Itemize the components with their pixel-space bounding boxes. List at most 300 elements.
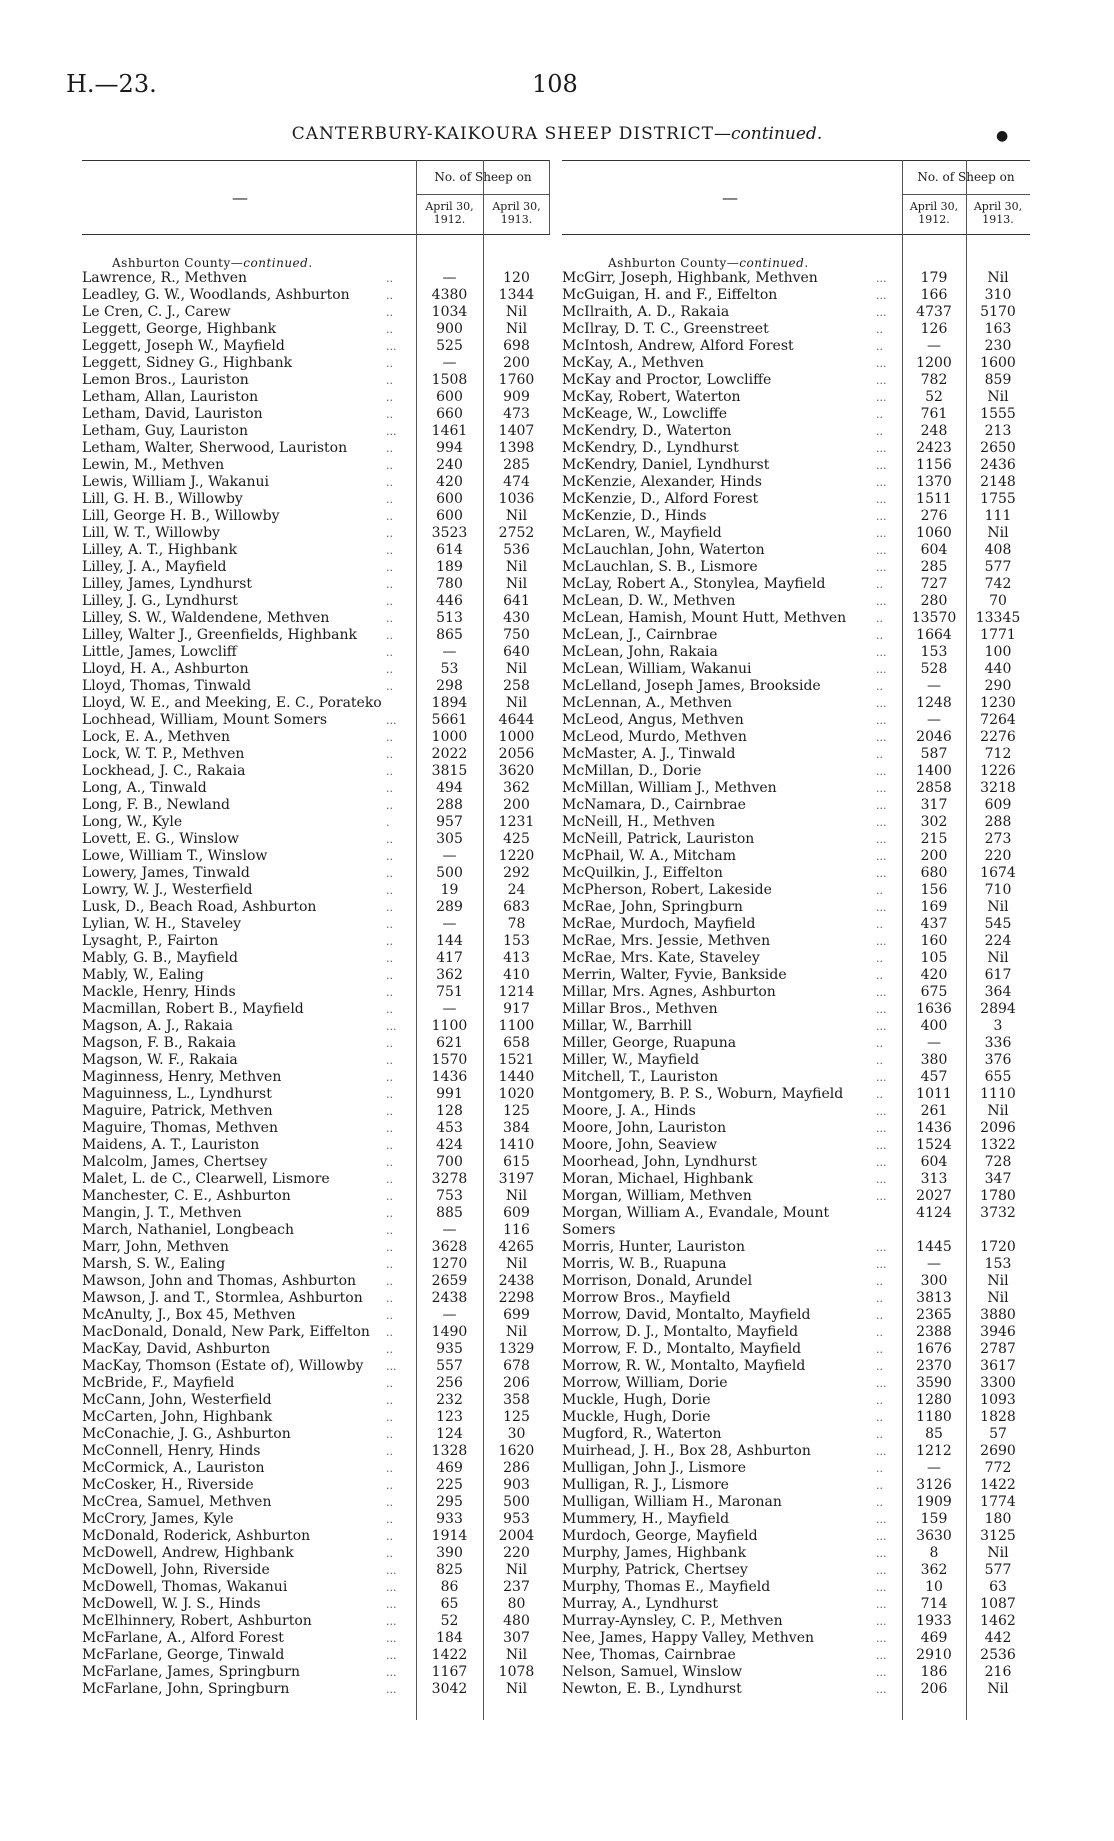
- table-row: [82, 1120, 550, 1137]
- sheep-1913: 1462: [980, 1613, 1016, 1629]
- sheep-1913: 609: [984, 797, 1012, 813]
- sheep-1912: 215: [920, 831, 948, 847]
- leader-dots: ..: [386, 578, 393, 591]
- leader-dots: ..: [386, 272, 393, 285]
- leader-dots: ..: [386, 1530, 393, 1543]
- sheep-1912: 469: [920, 1630, 948, 1646]
- sheep-1912: 417: [436, 950, 463, 966]
- owner-name: McRae, Murdoch, Mayfield: [562, 916, 756, 932]
- sheep-1912: 513: [436, 610, 463, 626]
- owner-name: Lilley, J. G., Lyndhurst: [82, 593, 238, 609]
- table-row: [562, 644, 1030, 661]
- sheep-1912: 885: [436, 1205, 463, 1221]
- paper-reference: H.—23.: [66, 70, 157, 98]
- owner-name: Moore, John, Lauriston: [562, 1120, 727, 1136]
- table-row: [82, 627, 550, 644]
- sheep-1913: 1780: [980, 1188, 1016, 1204]
- leader-dots: ..: [386, 833, 393, 846]
- owner-name: McLeod, Murdo, Methven: [562, 729, 747, 745]
- table-row: [562, 1477, 1030, 1494]
- leader-dots: ...: [876, 765, 887, 778]
- owner-name: McLauchlan, John, Waterton: [562, 542, 765, 558]
- owner-name: Letham, Walter, Sherwood, Lauriston: [82, 440, 348, 456]
- district-title: CANTERBURY-KAIKOURA SHEEP DISTRICT: [291, 124, 714, 144]
- sheep-1912: 10: [925, 1579, 943, 1595]
- leader-dots: ..: [386, 1156, 393, 1169]
- owner-name: Murray-Aynsley, C. P., Methven: [562, 1613, 783, 1629]
- sheep-1913: Nil: [505, 508, 528, 524]
- owner-name: McKendry, D., Lyndhurst: [562, 440, 739, 456]
- owner-name: McLean, D. W., Methven: [562, 593, 736, 609]
- sheep-1912: 587: [920, 746, 948, 762]
- table-row: [82, 1358, 550, 1375]
- leader-dots: ...: [386, 1564, 397, 1577]
- leader-dots: ..: [386, 646, 393, 659]
- owner-name: Lill, W. T., Willowby: [82, 525, 220, 541]
- owner-name: Le Cren, C. J., Carew: [82, 304, 231, 320]
- owner-name: McKay, A., Methven: [562, 355, 704, 371]
- table-row: [562, 559, 1030, 576]
- sheep-1912: —: [442, 848, 457, 864]
- leader-dots: ..: [386, 1547, 393, 1560]
- sheep-count-group-header: No. of Sheep on: [434, 170, 532, 184]
- leader-dots: ...: [876, 986, 887, 999]
- sheep-1913: 615: [503, 1154, 530, 1170]
- leader-dots: ...: [876, 306, 887, 319]
- sheep-1912: —: [927, 678, 941, 694]
- sheep-1912: 1060: [916, 525, 952, 541]
- table-row: [562, 797, 1030, 814]
- table-row: [562, 1086, 1030, 1103]
- sheep-1912: 2659: [431, 1273, 468, 1289]
- owner-name: Lilley, James, Lyndhurst: [82, 576, 253, 592]
- owner-name: Millar, W., Barrhill: [562, 1018, 692, 1034]
- leader-dots: ...: [876, 646, 887, 659]
- owner-name: McKeage, W., Lowcliffe: [562, 406, 728, 422]
- owner-name: Lloyd, Thomas, Tinwald: [82, 678, 252, 694]
- table-row: [82, 746, 550, 763]
- sheep-1913: 116: [503, 1222, 530, 1238]
- sheep-1913: 641: [503, 593, 530, 609]
- owner-name: McDowell, Andrew, Highbank: [82, 1545, 294, 1561]
- leader-dots: ...: [386, 1581, 397, 1594]
- owner-name: McDonald, Roderick, Ashburton: [82, 1528, 311, 1544]
- leader-dots: ..: [386, 442, 393, 455]
- table-row: [562, 1647, 1030, 1664]
- table-row: [562, 1154, 1030, 1171]
- sheep-1912: 2910: [916, 1647, 952, 1663]
- sheep-1912: 305: [436, 831, 463, 847]
- table-row: [82, 831, 550, 848]
- table-row: [82, 1052, 550, 1069]
- owner-name: Lill, George H. B., Willowby: [82, 508, 280, 524]
- sheep-1912: —: [927, 1256, 941, 1272]
- owner-name: Maguire, Thomas, Methven: [82, 1120, 278, 1136]
- owner-name: Magson, F. B., Rakaia: [82, 1035, 237, 1051]
- table-row: [82, 644, 550, 661]
- sheep-1913: Nil: [987, 389, 1009, 405]
- leader-dots: ..: [386, 306, 393, 319]
- sheep-1913: Nil: [987, 1545, 1009, 1561]
- sheep-1912: 1212: [916, 1443, 952, 1459]
- leader-dots: ...: [876, 714, 887, 727]
- owner-name: McCann, John, Westerfield: [82, 1392, 272, 1408]
- leader-dots: ...: [876, 799, 887, 812]
- table-row: [562, 1681, 1030, 1698]
- sheep-1912: 128: [436, 1103, 463, 1119]
- sheep-1913: 698: [503, 338, 530, 354]
- sheep-1912: 1524: [916, 1137, 952, 1153]
- leader-dots: ..: [386, 1003, 393, 1016]
- sheep-1913: Nil: [987, 1290, 1009, 1306]
- sheep-1912: 166: [920, 287, 948, 303]
- sheep-1913: 1600: [980, 355, 1016, 371]
- owner-name: Leggett, Sidney G., Highbank: [82, 355, 293, 371]
- leader-dots: ..: [386, 1326, 393, 1339]
- owner-name: McFarlane, A., Alford Forest: [82, 1630, 284, 1646]
- sheep-1913: Nil: [987, 1681, 1009, 1697]
- table-row: [82, 1154, 550, 1171]
- sheep-1912: 2027: [916, 1188, 952, 1204]
- sheep-1913: 153: [984, 1256, 1012, 1272]
- page-number: 108: [532, 70, 578, 98]
- owner-name: McGirr, Joseph, Highbank, Methven: [562, 270, 818, 286]
- header-bottom-rule: [562, 234, 1030, 235]
- owner-name: Morrow, William, Dorie: [562, 1375, 728, 1391]
- sheep-1912: 1676: [916, 1341, 952, 1357]
- table-row: [82, 1256, 550, 1273]
- sheep-1913: 658: [503, 1035, 530, 1051]
- owner-name: Mummery, H., Mayfield: [562, 1511, 730, 1527]
- sheep-1913: 224: [984, 933, 1012, 949]
- sheep-1912: 557: [436, 1358, 463, 1374]
- leader-dots: ..: [386, 782, 393, 795]
- leader-dots: ..: [386, 1411, 393, 1424]
- sheep-1912: 494: [436, 780, 463, 796]
- sheep-1913: 2056: [498, 746, 535, 762]
- sheep-1912: 3628: [431, 1239, 468, 1255]
- leader-dots: ..: [876, 680, 883, 693]
- table-row: [82, 695, 550, 712]
- leader-dots: ...: [876, 357, 887, 370]
- table-row: [82, 1579, 550, 1596]
- left-table: [82, 160, 550, 1720]
- sheep-1912: 714: [920, 1596, 948, 1612]
- leader-dots: ..: [876, 1309, 883, 1322]
- sheep-1913: 1036: [498, 491, 535, 507]
- owner-name: McNeill, H., Methven: [562, 814, 716, 830]
- sheep-1912: 1436: [916, 1120, 952, 1136]
- table-row: [82, 1171, 550, 1188]
- owner-name: Leadley, G. W., Woodlands, Ashburton: [82, 287, 350, 303]
- column-header-1913: April 30, 1913.: [973, 200, 1023, 226]
- sheep-1913: 3218: [980, 780, 1016, 796]
- leader-dots: ...: [386, 1020, 397, 1033]
- sheep-1913: 430: [503, 610, 530, 626]
- owner-name: Lewin, M., Methven: [82, 457, 225, 473]
- sheep-1913: 1674: [980, 865, 1016, 881]
- sheep-1912: 1445: [916, 1239, 952, 1255]
- column-header-1912: April 30, 1912.: [909, 200, 959, 226]
- owner-name: McLelland, Joseph James, Brookside: [562, 678, 821, 694]
- leader-dots: ...: [386, 1683, 397, 1696]
- owner-name: McCrory, James, Kyle: [82, 1511, 234, 1527]
- table-row: [562, 882, 1030, 899]
- leader-dots: ...: [876, 1173, 887, 1186]
- sheep-1913: Nil: [505, 1562, 528, 1578]
- table-row: [82, 1528, 550, 1545]
- table-row: [82, 916, 550, 933]
- sheep-1912: —: [927, 1035, 941, 1051]
- table-row: [562, 1324, 1030, 1341]
- owner-name: Lockhead, J. C., Rakaia: [82, 763, 246, 779]
- leader-dots: ...: [876, 544, 887, 557]
- sheep-1912: 105: [920, 950, 948, 966]
- sheep-1913: 3946: [980, 1324, 1016, 1340]
- table-row: [562, 474, 1030, 491]
- sheep-1912: 1914: [431, 1528, 468, 1544]
- owner-name: Mulligan, William H., Maronan: [562, 1494, 782, 1510]
- owner-name: Lemon Bros., Lauriston: [82, 372, 249, 388]
- sheep-1912: —: [927, 1460, 941, 1476]
- owner-name: McFarlane, George, Tinwald: [82, 1647, 285, 1663]
- sheep-1912: 500: [436, 865, 463, 881]
- sheep-1913: 1407: [498, 423, 535, 439]
- sheep-1912: 1508: [431, 372, 468, 388]
- owner-name: Murphy, James, Highbank: [562, 1545, 747, 1561]
- leader-dots: ..: [876, 629, 883, 642]
- owner-name: Manchester, C. E., Ashburton: [82, 1188, 291, 1204]
- table-row: [562, 729, 1030, 746]
- owner-name: McLay, Robert A., Stonylea, Mayfield: [562, 576, 826, 592]
- sheep-1912: 675: [920, 984, 948, 1000]
- owner-name: Murphy, Patrick, Chertsey: [562, 1562, 748, 1578]
- owner-name: McMaster, A. J., Tinwald: [562, 746, 736, 762]
- county-heading: Ashburton County—continued.: [112, 256, 313, 270]
- sheep-1912: 437: [920, 916, 948, 932]
- sheep-1913: 7264: [980, 712, 1016, 728]
- leader-dots: ..: [386, 1428, 393, 1441]
- table-row: [562, 1205, 1030, 1222]
- sheep-1913: 640: [503, 644, 530, 660]
- sheep-1912: 525: [436, 338, 463, 354]
- owner-name: Lilley, A. T., Highbank: [82, 542, 238, 558]
- table-row: [82, 1545, 550, 1562]
- owner-name: Lowe, William T., Winslow: [82, 848, 268, 864]
- column-header-1913: April 30, 1913.: [492, 200, 541, 226]
- table-row: [82, 1069, 550, 1086]
- leader-dots: ..: [876, 969, 883, 982]
- sheep-1913: Nil: [505, 304, 528, 320]
- owner-name: McLean, J., Cairnbrae: [562, 627, 718, 643]
- table-row: [82, 406, 550, 423]
- sheep-1913: 336: [984, 1035, 1012, 1051]
- sheep-1912: 457: [920, 1069, 948, 1085]
- leader-dots: ..: [876, 1428, 883, 1441]
- table-row: [562, 1596, 1030, 1613]
- leader-dots: ...: [876, 442, 887, 455]
- leader-dots: ..: [386, 952, 393, 965]
- leader-dots: ...: [876, 850, 887, 863]
- table-row: [82, 1562, 550, 1579]
- sheep-1913: 3197: [498, 1171, 535, 1187]
- sheep-1912: 2365: [916, 1307, 952, 1323]
- left-rows: [82, 270, 550, 1698]
- owner-name: Mulligan, R. J., Lismore: [562, 1477, 729, 1493]
- sheep-1912: —: [442, 355, 457, 371]
- table-row: [82, 372, 550, 389]
- owner-name: Long, W., Kyle: [82, 814, 183, 830]
- sheep-1913: 1720: [980, 1239, 1016, 1255]
- owner-name: McIlraith, A. D., Rakaia: [562, 304, 730, 320]
- sheep-1913: 3617: [980, 1358, 1016, 1374]
- owner-name: Lock, W. T. P., Methven: [82, 746, 245, 762]
- leader-dots: ...: [876, 272, 887, 285]
- sheep-1912: 3523: [431, 525, 468, 541]
- sheep-1912: 1200: [916, 355, 952, 371]
- sheep-1912: 453: [436, 1120, 463, 1136]
- table-row: [82, 440, 550, 457]
- owner-name: Mugford, R., Waterton: [562, 1426, 722, 1442]
- owner-name: Lewis, William J., Wakanui: [82, 474, 269, 490]
- leader-dots: ..: [386, 408, 393, 421]
- sheep-1912: 225: [436, 1477, 463, 1493]
- sheep-1913: 440: [984, 661, 1012, 677]
- owner-name: McLean, William, Wakanui: [562, 661, 752, 677]
- leader-dots: ..: [386, 1394, 393, 1407]
- sheep-1913: 307: [503, 1630, 530, 1646]
- leader-dots: ..: [386, 459, 393, 472]
- owner-name: Murray, A., Lyndhurst: [562, 1596, 718, 1612]
- sheep-1912: 1167: [431, 1664, 468, 1680]
- table-row: [562, 355, 1030, 372]
- name-column-header: —: [722, 188, 738, 207]
- sheep-1912: 1370: [916, 474, 952, 490]
- owner-name: McMillan, William J., Methven: [562, 780, 777, 796]
- sheep-1912: 420: [920, 967, 948, 983]
- sheep-1912: 1461: [431, 423, 468, 439]
- right-rows: [562, 270, 1030, 1698]
- sheep-1912: 8: [929, 1545, 939, 1561]
- owner-name: McKendry, D., Waterton: [562, 423, 732, 439]
- table-row: [82, 491, 550, 508]
- group-header-rule: [416, 194, 550, 195]
- sheep-1913: Nil: [505, 1681, 528, 1697]
- leader-dots: ..: [876, 1411, 883, 1424]
- table-row: [82, 508, 550, 525]
- owner-name: McKay, Robert, Waterton: [562, 389, 741, 405]
- sheep-1912: 604: [920, 1154, 948, 1170]
- sheep-1913: 1000: [498, 729, 535, 745]
- sheep-1912: 528: [920, 661, 948, 677]
- table-row: [82, 1086, 550, 1103]
- leader-dots: ...: [386, 1666, 397, 1679]
- sheep-1912: 1400: [916, 763, 952, 779]
- sheep-1913: 220: [984, 848, 1012, 864]
- owner-name: Letham, Guy, Lauriston: [82, 423, 248, 439]
- sheep-1913: Nil: [505, 1188, 528, 1204]
- owner-name: Malet, L. de C., Clearwell, Lismore: [82, 1171, 330, 1187]
- leader-dots: ...: [876, 1190, 887, 1203]
- sheep-1913: 5170: [980, 304, 1016, 320]
- sheep-1913: 111: [984, 508, 1012, 524]
- table-row: [82, 661, 550, 678]
- sheep-1912: 420: [436, 474, 463, 490]
- sheep-1913: 1093: [980, 1392, 1016, 1408]
- table-row: [562, 1290, 1030, 1307]
- sheep-1912: 85: [925, 1426, 943, 1442]
- table-row: [562, 1052, 1030, 1069]
- sheep-1913: 655: [984, 1069, 1012, 1085]
- sheep-1913: 216: [984, 1664, 1012, 1680]
- leader-dots: ..: [386, 1071, 393, 1084]
- sheep-1912: 782: [920, 372, 948, 388]
- table-row: [82, 1375, 550, 1392]
- leader-dots: ..: [876, 323, 883, 336]
- name-column-header: —: [232, 188, 248, 207]
- sheep-1912: 446: [436, 593, 463, 609]
- table-row: [562, 593, 1030, 610]
- sheep-1912: 2423: [916, 440, 952, 456]
- continued-label: —continued.: [714, 124, 823, 144]
- table-row: [82, 1613, 550, 1630]
- table-row: [562, 678, 1030, 695]
- leader-dots: ..: [876, 612, 883, 625]
- leader-dots: ...: [876, 697, 887, 710]
- sheep-1912: 295: [436, 1494, 463, 1510]
- leader-dots: ..: [876, 952, 883, 965]
- sheep-1912: 2438: [431, 1290, 468, 1306]
- owner-name: McRae, John, Springburn: [562, 899, 743, 915]
- owner-name: Lusk, D., Beach Road, Ashburton: [82, 899, 317, 915]
- sheep-1913: 57: [989, 1426, 1007, 1442]
- sheep-1913: Nil: [505, 559, 528, 575]
- sheep-1913: 2436: [980, 457, 1016, 473]
- owner-name: Lilley, S. W., Waldendene, Methven: [82, 610, 330, 626]
- sheep-1913: 3125: [980, 1528, 1016, 1544]
- sheep-1912: 2370: [916, 1358, 952, 1374]
- sheep-1912: 123: [436, 1409, 463, 1425]
- sheep-1913: 1020: [498, 1086, 535, 1102]
- owner-name: Magson, W. F., Rakaia: [82, 1052, 238, 1068]
- owner-name: Morris, Hunter, Lauriston: [562, 1239, 746, 1255]
- sheep-1912: 614: [436, 542, 463, 558]
- table-row: [82, 1596, 550, 1613]
- sheep-1912: 261: [920, 1103, 948, 1119]
- table-row: [562, 406, 1030, 423]
- sheep-1913: Nil: [505, 576, 528, 592]
- table-row: [82, 848, 550, 865]
- table-row: [82, 780, 550, 797]
- sheep-1912: —: [442, 916, 457, 932]
- table-row: [562, 287, 1030, 304]
- leader-dots: ...: [876, 1666, 887, 1679]
- leader-dots: ..: [876, 1343, 883, 1356]
- leader-dots: ..: [876, 1054, 883, 1067]
- leader-dots: ..: [386, 1479, 393, 1492]
- table-row: [82, 1290, 550, 1307]
- owner-name: McLennan, A., Methven: [562, 695, 732, 711]
- leader-dots: ..: [386, 391, 393, 404]
- owner-name: Letham, Allan, Lauriston: [82, 389, 259, 405]
- sheep-1912: 1156: [916, 457, 952, 473]
- table-row: [82, 321, 550, 338]
- sheep-1912: —: [927, 338, 941, 354]
- owner-name: McKendry, Daniel, Lyndhurst: [562, 457, 770, 473]
- sheep-1912: 160: [920, 933, 948, 949]
- owner-name: McElhinnery, Robert, Ashburton: [82, 1613, 312, 1629]
- table-row: [82, 1647, 550, 1664]
